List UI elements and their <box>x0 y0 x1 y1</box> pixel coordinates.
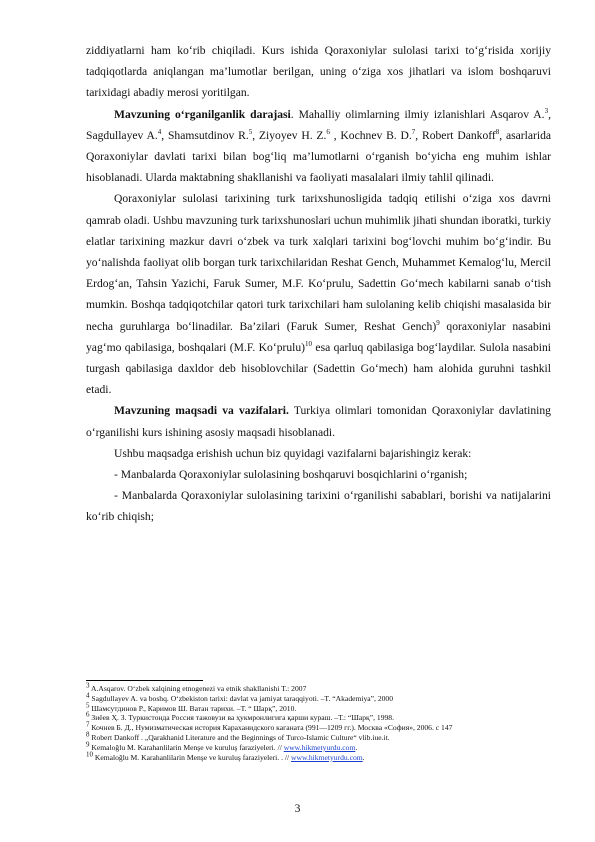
footnote-5: $^5$ Шамсутдинов Р., Каримов Ш. Ватан тарихи. –Т. “ Шарқ”, 2010. <box>86 701 297 713</box>
footnote-8: $^8$ Robert Dankoff . „Qarakhanid Literature and the Beginnings of Turco-Islamic Culture“ vlib.iue.it. <box>86 730 390 742</box>
footnote-3: $^3$ A.Asqarov. O‘zbek xalqining etnogenezi va etnik shakllanishi T.: 2007 <box>86 681 307 693</box>
paragraph-study-level: Mavzuning o‘rganilganlik darajasi. Mahalliy olimlarning ilmiy izlanishlari Asqarov A.$^3$, Sagdullayev A.$^4$, Shamsutdinov R.$^5$, Ziyoyev H. Z.$^6$ , Kochnev B. D.$^7$, Robert Dankoff$^8$, asarlarida Qoraxoniylar davlati tarixi bilan bog‘liq ma’lumotlarni o‘rganish bo‘yicha eng muhim ishlar hisoblanadi. Ularda maktabning shakllanishi va faoliyati masalalari ilmiy tahlil qilinadi. <box>86 106 552 185</box>
footnote-7: $^7$ Кочнев Б. Д., Нумизматическая история Караханидского каганата (991—1209 гг.). Москва «София», 2006. с 147 <box>86 720 453 733</box>
footnote-6: $^6$ Зиёев Ҳ. З. Туркистонда Россия тажовузи ва ҳукмронлигига қарши кураш. –Т.: “Шарқ”, 1998. <box>86 710 394 723</box>
goals-heading: Mavzuning maqsadi va vazifalari. <box>114 404 289 418</box>
footnotes <box>86 681 551 762</box>
footnote-ref-9[interactable]: 9 <box>436 318 440 327</box>
paragraph-tasks-intro: Ushbu maqsadga erishish uchun biz quyidagi vazifalarni bajarishingiz kerak: <box>114 446 472 460</box>
task-item-1: - Manbalarda Qoraxoniylar sulolasining boshqaruvi bosqichlarini o‘rganish; <box>114 468 468 482</box>
study-level-heading: Mavzuning o‘rganilganlik darajasi <box>114 107 291 121</box>
paragraph-turkish-historiography: Qoraxoniylar sulolasi tarixining turk tarixshunosligida tadqiq etilishi o‘ziga xos davrni qamrab oladi. Ushbu mavzuning turk tarixshunoslari uchun muhimlik jihati shundan iboratki, turkiy elatlar tarixining mazkur davri o‘zbek va turk xalqlari tarixini bog‘lovchi muhim bo‘g‘indir. Bu yo‘nalishda faoliyat olib borgan turk tarixchilaridan Reshat Gench, Muhammet Kemalog‘lu, Mercil Erdog‘an, Tahsin Yazichi, Faruk Sumer, M.F. Ko‘prulu, Sadettin Go‘mech kabilarni sanab o‘tish mumkin. Boshqa tadqiqotchilar qatori turk tarixchilari ham sulolaning kelib chiqishi masalasida bir necha guruhlarga bo‘linadilar. Ba’zilari (Faruk Sumer, Reshat Gench)$^9$ qoraxoniylar nasabini yag‘mo qabilasiga, boshqalari (M.F. Ko‘prulu)$^{10}$ esa qarluq qabilasiga bog‘laydilar. Sulola nasabini turgash qabilasiga daxldor deb hisoblovchilar (Sadettin Go‘mech) ham alohida guruhni tashkil etadi. <box>86 192 551 397</box>
footnote-9-link[interactable]: www.hikmetyurdu.com <box>283 742 356 752</box>
footnote-ref-10[interactable]: 10 <box>305 339 313 348</box>
footnote-9: $^9$ Kemaloğlu M. Karahanlilarin Menşe ve kuruluş faraziyeleri. // www.hikmetyurdu.com. <box>86 740 358 752</box>
paragraph-goals: Mavzuning maqsadi va vazifalari. Turkiya olimlari tomonidan Qoraxoniylar davlatining o‘rganilishi kurs ishining asosiy maqsadi hisoblanadi. <box>86 404 551 439</box>
footnote-10: $^{10}$ Kemaloğlu M. Karahanlilarin Menşe ve kuruluş faraziyeleri. . // www.hikmetyurdu.com. <box>86 750 365 762</box>
footnote-ref-5[interactable]: 5 <box>248 127 253 136</box>
page-body <box>86 40 551 528</box>
footnote-10-link[interactable]: www.hikmetyurdu.com <box>291 752 363 762</box>
footnote-ref-4[interactable]: 4 <box>157 127 162 136</box>
footnote-ref-7[interactable]: 7 <box>411 127 416 136</box>
footnote-ref-8[interactable]: 8 <box>495 127 500 136</box>
footnote-ref-6[interactable]: 6 <box>326 127 330 136</box>
paragraph-intro: ziddiyatlarni ham ko‘rib chiqiladi. Kurs ishida Qoraxoniylar sulolasi tarixi to‘g‘risida xorijiy tadqiqotlarda aniqlangan ma’lumotlar berilgan, uning o‘ziga xos jihatlari va islom boshqaruvi tarixidagi abadiy merosi yoritilgan. <box>86 44 551 100</box>
task-item-2: - Manbalarda Qoraxoniylar sulolasining tarixini o‘rganilishi sabablari, borishi va natijalarini ko‘rib chiqish; <box>86 489 551 524</box>
footnote-divider <box>86 680 203 681</box>
page-number: 3 <box>294 802 301 815</box>
footnote-ref-3[interactable]: 3 <box>544 106 549 115</box>
footnote-4: $^4$ Sagdullayev A. va boshq. O‘zbekiston tarixi: davlat va jamiyat taraqqiyoti. –T. “Akademiya”, 2000 <box>86 691 394 703</box>
